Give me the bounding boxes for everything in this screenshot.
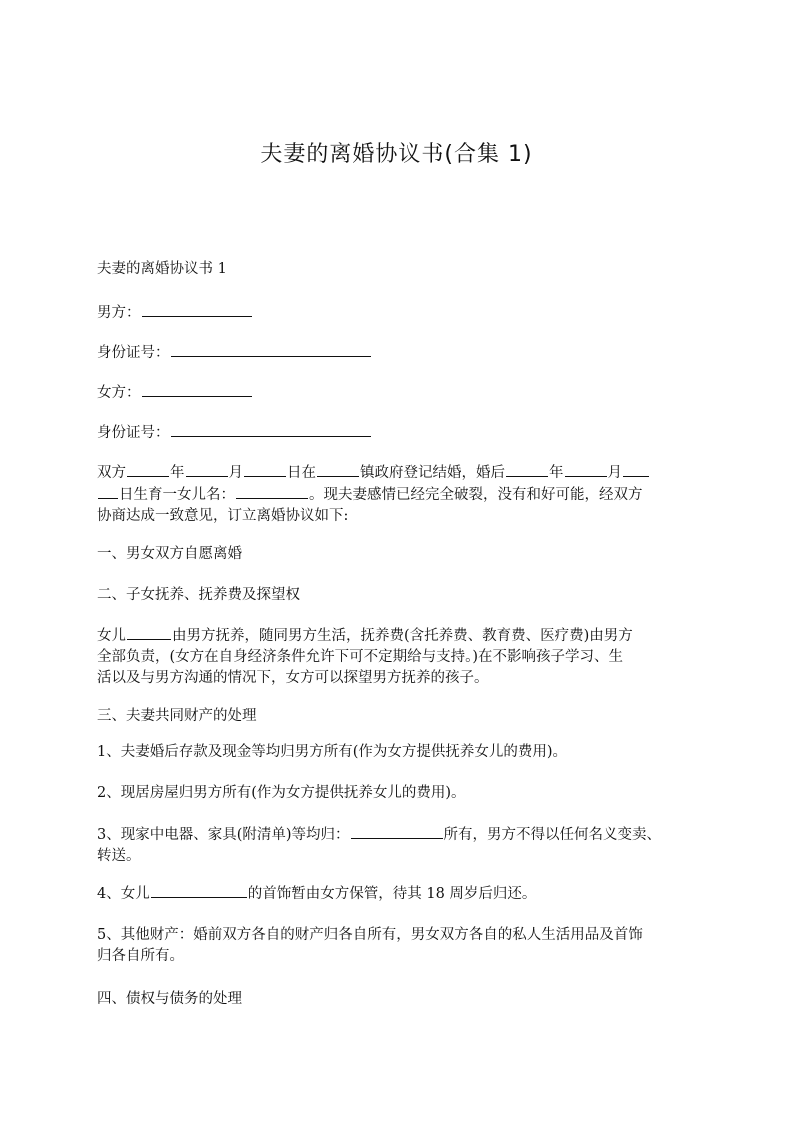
- woman-blank[interactable]: [142, 382, 252, 397]
- marriage-year-blank[interactable]: [127, 462, 169, 477]
- agreement-heading: 夫妻的离婚协议书 1: [97, 261, 227, 277]
- man-label: 男方：: [97, 305, 141, 321]
- item-5-line-2: 归各自所有。: [97, 948, 184, 964]
- intro-text: 镇政府登记结婚，婚后: [360, 465, 505, 481]
- woman-id-blank[interactable]: [171, 422, 371, 437]
- man-id-label: 身份证号：: [97, 345, 170, 361]
- item-4-text: 的首饰暂由女方保管，待其 18 周岁后归还。: [247, 886, 537, 902]
- property-item-5: [97, 925, 709, 967]
- property-item-1: 1、夫妻婚后存款及现金等均归男方所有(作为女方提供抚养女儿的费用)。: [97, 744, 568, 760]
- birth-day-blank-end[interactable]: [98, 484, 118, 499]
- intro-text: 日生育一女儿名：: [119, 487, 235, 503]
- woman-field: [97, 382, 709, 404]
- section-2-heading: 二、子女抚养、抚养费及探望权: [97, 587, 300, 603]
- birth-year-blank[interactable]: [506, 462, 548, 477]
- intro-text: 月: [607, 465, 622, 481]
- property-item-2: 2、现居房屋归男方所有(作为女方提供抚养女儿的费用)。: [97, 785, 466, 801]
- intro-line-2: [97, 484, 709, 506]
- woman-id-label: 身份证号：: [97, 425, 170, 441]
- item-3-line-1: [97, 824, 709, 846]
- document-title: 夫妻的离婚协议书(合集 1): [260, 142, 533, 167]
- custody-paragraph: [97, 625, 709, 689]
- jewelry-daughter-blank[interactable]: [151, 883, 247, 898]
- section-4-heading: 四、债权与债务的处理: [97, 991, 242, 1007]
- custody-line-3: 活以及与男方沟通的情况下，女方可以探望男方抚养的孩子。: [97, 670, 489, 686]
- intro-text: 。现夫妻感情已经完全破裂，没有和好可能，经双方: [309, 487, 643, 503]
- woman-label: 女方：: [97, 385, 141, 401]
- daughter-name-blank[interactable]: [236, 484, 308, 499]
- man-id-blank[interactable]: [171, 342, 371, 357]
- intro-text: 双方: [97, 465, 126, 481]
- property-item-4: [97, 883, 709, 905]
- intro-text: 年: [170, 465, 185, 481]
- custody-text: 女儿: [97, 628, 126, 644]
- daughter-blank[interactable]: [127, 625, 171, 640]
- intro-text: 月: [228, 465, 243, 481]
- custody-line-1: [97, 625, 709, 647]
- marriage-month-blank[interactable]: [186, 462, 228, 477]
- item-3-text: 所有，男方不得以任何名义变卖、: [443, 827, 662, 843]
- man-field: [97, 302, 709, 324]
- item-5-line-1: 5、其他财产：婚前双方各自的财产归各自所有，男女双方各自的私人生活用品及首饰: [97, 927, 643, 943]
- town-blank[interactable]: [317, 462, 359, 477]
- intro-text: 年: [549, 465, 564, 481]
- intro-line-1: [97, 462, 709, 484]
- property-item-3: [97, 824, 709, 867]
- marriage-day-blank[interactable]: [244, 462, 286, 477]
- item-3-text: 3、现家中电器、家具(附清单)等均归：: [97, 827, 350, 843]
- intro-text: 日在: [287, 465, 316, 481]
- intro-paragraph: [97, 462, 709, 527]
- birth-month-blank[interactable]: [565, 462, 607, 477]
- furniture-owner-blank[interactable]: [351, 824, 443, 839]
- woman-id-field: [97, 422, 709, 444]
- custody-text: 由男方抚养，随同男方生活，抚养费(含托养费、教育费、医疗费)由男方: [172, 628, 633, 644]
- section-1-heading: 一、男女双方自愿离婚: [97, 546, 242, 562]
- man-blank[interactable]: [142, 302, 252, 317]
- custody-line-2: 全部负责，(女方在自身经济条件允许下可不定期给与支持。)在不影响孩子学习、生: [97, 649, 624, 665]
- item-4-text: 4、女儿: [97, 886, 150, 902]
- birth-day-blank-start[interactable]: [623, 462, 649, 477]
- intro-line-3: 协商达成一致意见，订立离婚协议如下:: [97, 508, 349, 524]
- man-id-field: [97, 342, 709, 364]
- section-3-heading: 三、夫妻共同财产的处理: [97, 708, 257, 724]
- item-3-line-2: 转送。: [97, 848, 141, 864]
